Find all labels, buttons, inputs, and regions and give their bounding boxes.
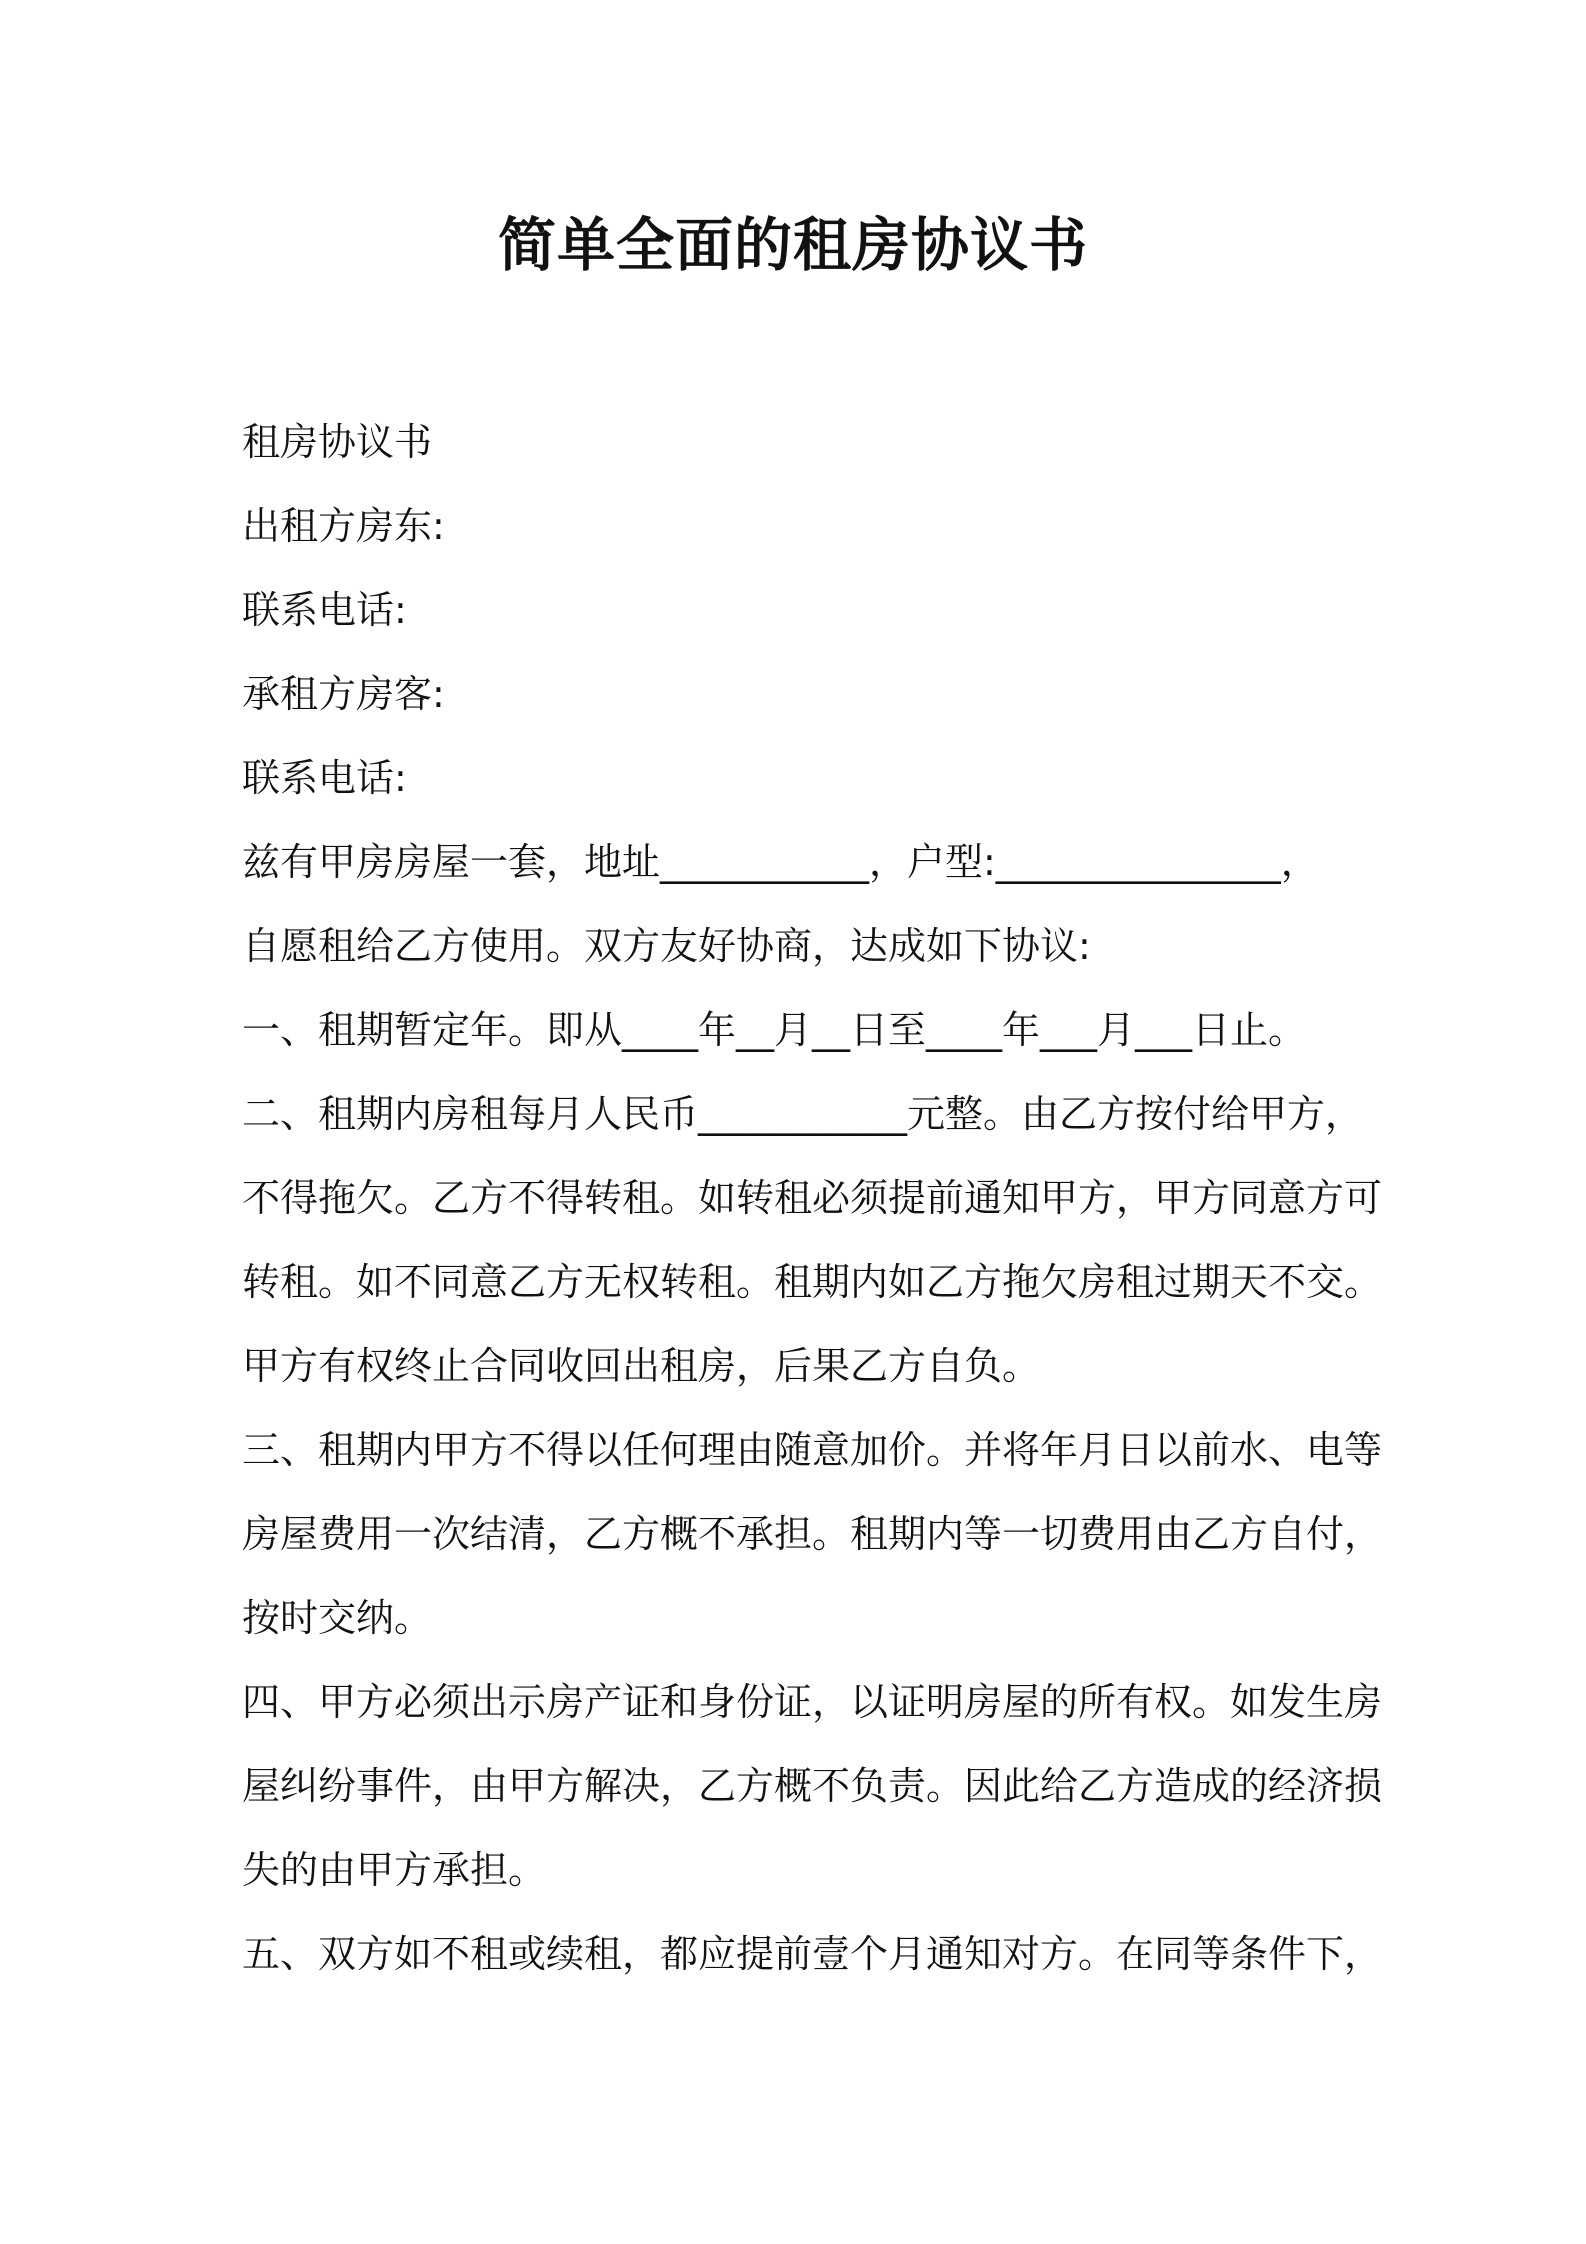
body-line: 出租方房东: xyxy=(242,504,445,548)
body-line: 失的由甲方承担。 xyxy=(242,1848,547,1892)
body-line: 承租方房客: xyxy=(242,672,445,716)
document-body xyxy=(242,400,1383,1996)
body-line: 联系电话: xyxy=(242,756,407,800)
body-line: 自愿租给乙方使用。双方友好协商，达成如下协议: xyxy=(242,924,1091,968)
body-line: 按时交纳。 xyxy=(242,1596,433,1640)
body-line: 三、租期内甲方不得以任何理由随意加价。并将年月日以前水、电等 xyxy=(242,1428,1383,1472)
body-line: 一、租期暂定年。即从____年__月__日至____年___月___日止。 xyxy=(242,1008,1307,1052)
body-line: 屋纠纷事件，由甲方解决，乙方概不负责。因此给乙方造成的经济损 xyxy=(242,1764,1383,1808)
body-line: 转租。如不同意乙方无权转租。租期内如乙方拖欠房租过期天不交。 xyxy=(242,1260,1383,1304)
document-title: 简单全面的租房协议书 xyxy=(497,211,1088,279)
body-line: 租房协议书 xyxy=(242,420,433,464)
body-line: 甲方有权终止合同收回出租房，后果乙方自负。 xyxy=(242,1344,1041,1388)
body-line: 四、甲方必须出示房产证和身份证，以证明房屋的所有权。如发生房 xyxy=(242,1680,1383,1724)
body-line: 五、双方如不租或续租，都应提前壹个月通知对方。在同等条件下， xyxy=(242,1932,1383,1976)
body-line: 兹有甲房房屋一套，地址___________，户型:_______________， xyxy=(242,840,1319,884)
body-line: 二、租期内房租每月人民币___________元整。由乙方按付给甲方， xyxy=(242,1092,1364,1136)
body-line: 不得拖欠。乙方不得转租。如转租必须提前通知甲方，甲方同意方可 xyxy=(242,1176,1383,1220)
body-line: 联系电话: xyxy=(242,588,407,632)
body-line: 房屋费用一次结清，乙方概不承担。租期内等一切费用由乙方自付， xyxy=(242,1512,1383,1556)
